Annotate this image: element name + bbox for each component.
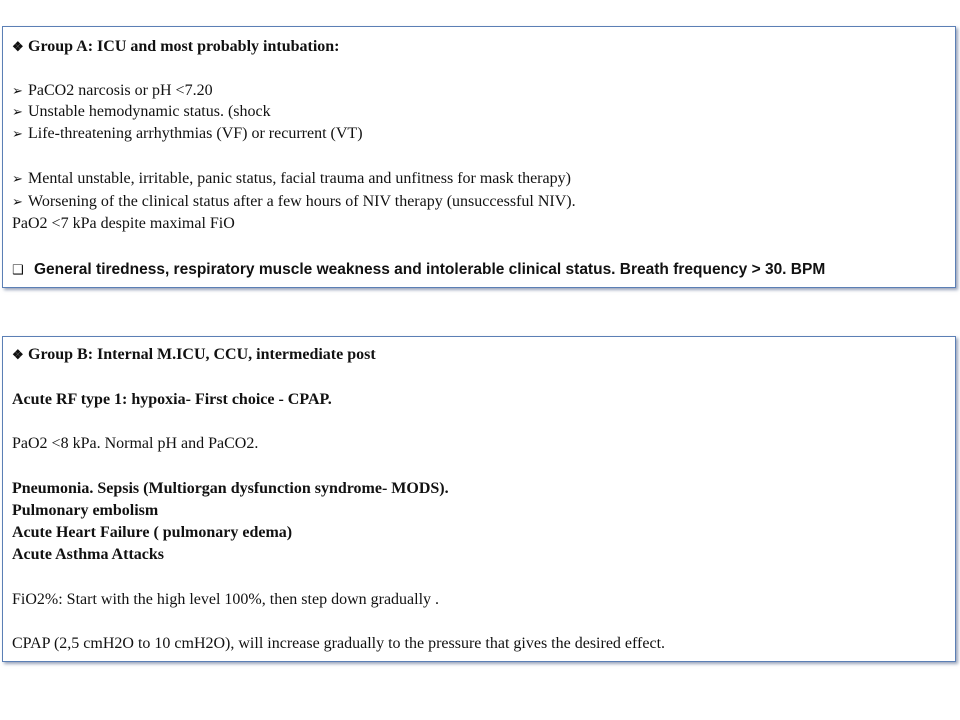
group-b-cpap: CPAP (2,5 cmH2O to 10 cmH2O), will increase gradually to the pressure that gives the desired effect. bbox=[12, 635, 666, 652]
box-bullet-icon: ❑ bbox=[12, 262, 24, 277]
group-a-item bbox=[12, 192, 576, 212]
arrow-bullet-icon: ➢ bbox=[12, 171, 23, 186]
diamond-bullet-icon: ❖ bbox=[12, 347, 24, 362]
group-b-condition: Acute Asthma Attacks bbox=[12, 546, 164, 563]
group-b-rf-type: Acute RF type 1: hypoxia- First choice - CPAP. bbox=[12, 391, 332, 408]
group-b-condition: Pulmonary embolism bbox=[12, 502, 159, 519]
group-a-item-text: Worsening of the clinical status after a few hours of NIV therapy (unsuccessful NIV). bbox=[28, 193, 576, 210]
group-a-item-text: Mental unstable, irritable, panic status, facial trauma and unfitness for mask therapy) bbox=[28, 170, 571, 187]
diamond-bullet-icon: ❖ bbox=[12, 39, 24, 54]
group-b-heading-text: Group B: Internal M.ICU, CCU, intermediate post bbox=[28, 346, 376, 363]
group-a-heading-text: Group A: ICU and most probably intubation: bbox=[28, 38, 340, 55]
group-a-pao2-line: PaO2 <7 kPa despite maximal FiO bbox=[12, 215, 235, 232]
group-a-item bbox=[12, 169, 571, 189]
group-a-item bbox=[12, 102, 271, 122]
group-a-heading bbox=[12, 37, 340, 57]
arrow-bullet-icon: ➢ bbox=[12, 126, 23, 141]
group-a-item-text: Life-threatening arrhythmias (VF) or recurrent (VT) bbox=[28, 125, 363, 142]
arrow-bullet-icon: ➢ bbox=[12, 83, 23, 98]
group-b-condition: Acute Heart Failure ( pulmonary edema) bbox=[12, 524, 293, 541]
group-b-pao2: PaO2 <8 kPa. Normal pH and PaCO2. bbox=[12, 435, 259, 452]
group-a-panel bbox=[2, 26, 956, 288]
group-a-final-text: General tiredness, respiratory muscle weakness and intolerable clinical status. Breath frequency > 30. BPM bbox=[34, 261, 826, 278]
group-b-fio2: FiO2%: Start with the high level 100%, then step down gradually . bbox=[12, 591, 440, 608]
group-a-final-line bbox=[12, 260, 825, 280]
group-b-condition: Pneumonia. Sepsis (Multiorgan dysfunction syndrome- MODS). bbox=[12, 480, 449, 497]
group-a-item bbox=[12, 124, 363, 144]
arrow-bullet-icon: ➢ bbox=[12, 194, 23, 209]
group-b-panel bbox=[2, 336, 956, 662]
group-a-item-text: Unstable hemodynamic status. (shock bbox=[28, 103, 271, 120]
group-a-item-text: PaCO2 narcosis or pH <7.20 bbox=[28, 82, 213, 99]
arrow-bullet-icon: ➢ bbox=[12, 104, 23, 119]
group-a-item bbox=[12, 81, 213, 101]
group-b-heading bbox=[12, 345, 376, 365]
